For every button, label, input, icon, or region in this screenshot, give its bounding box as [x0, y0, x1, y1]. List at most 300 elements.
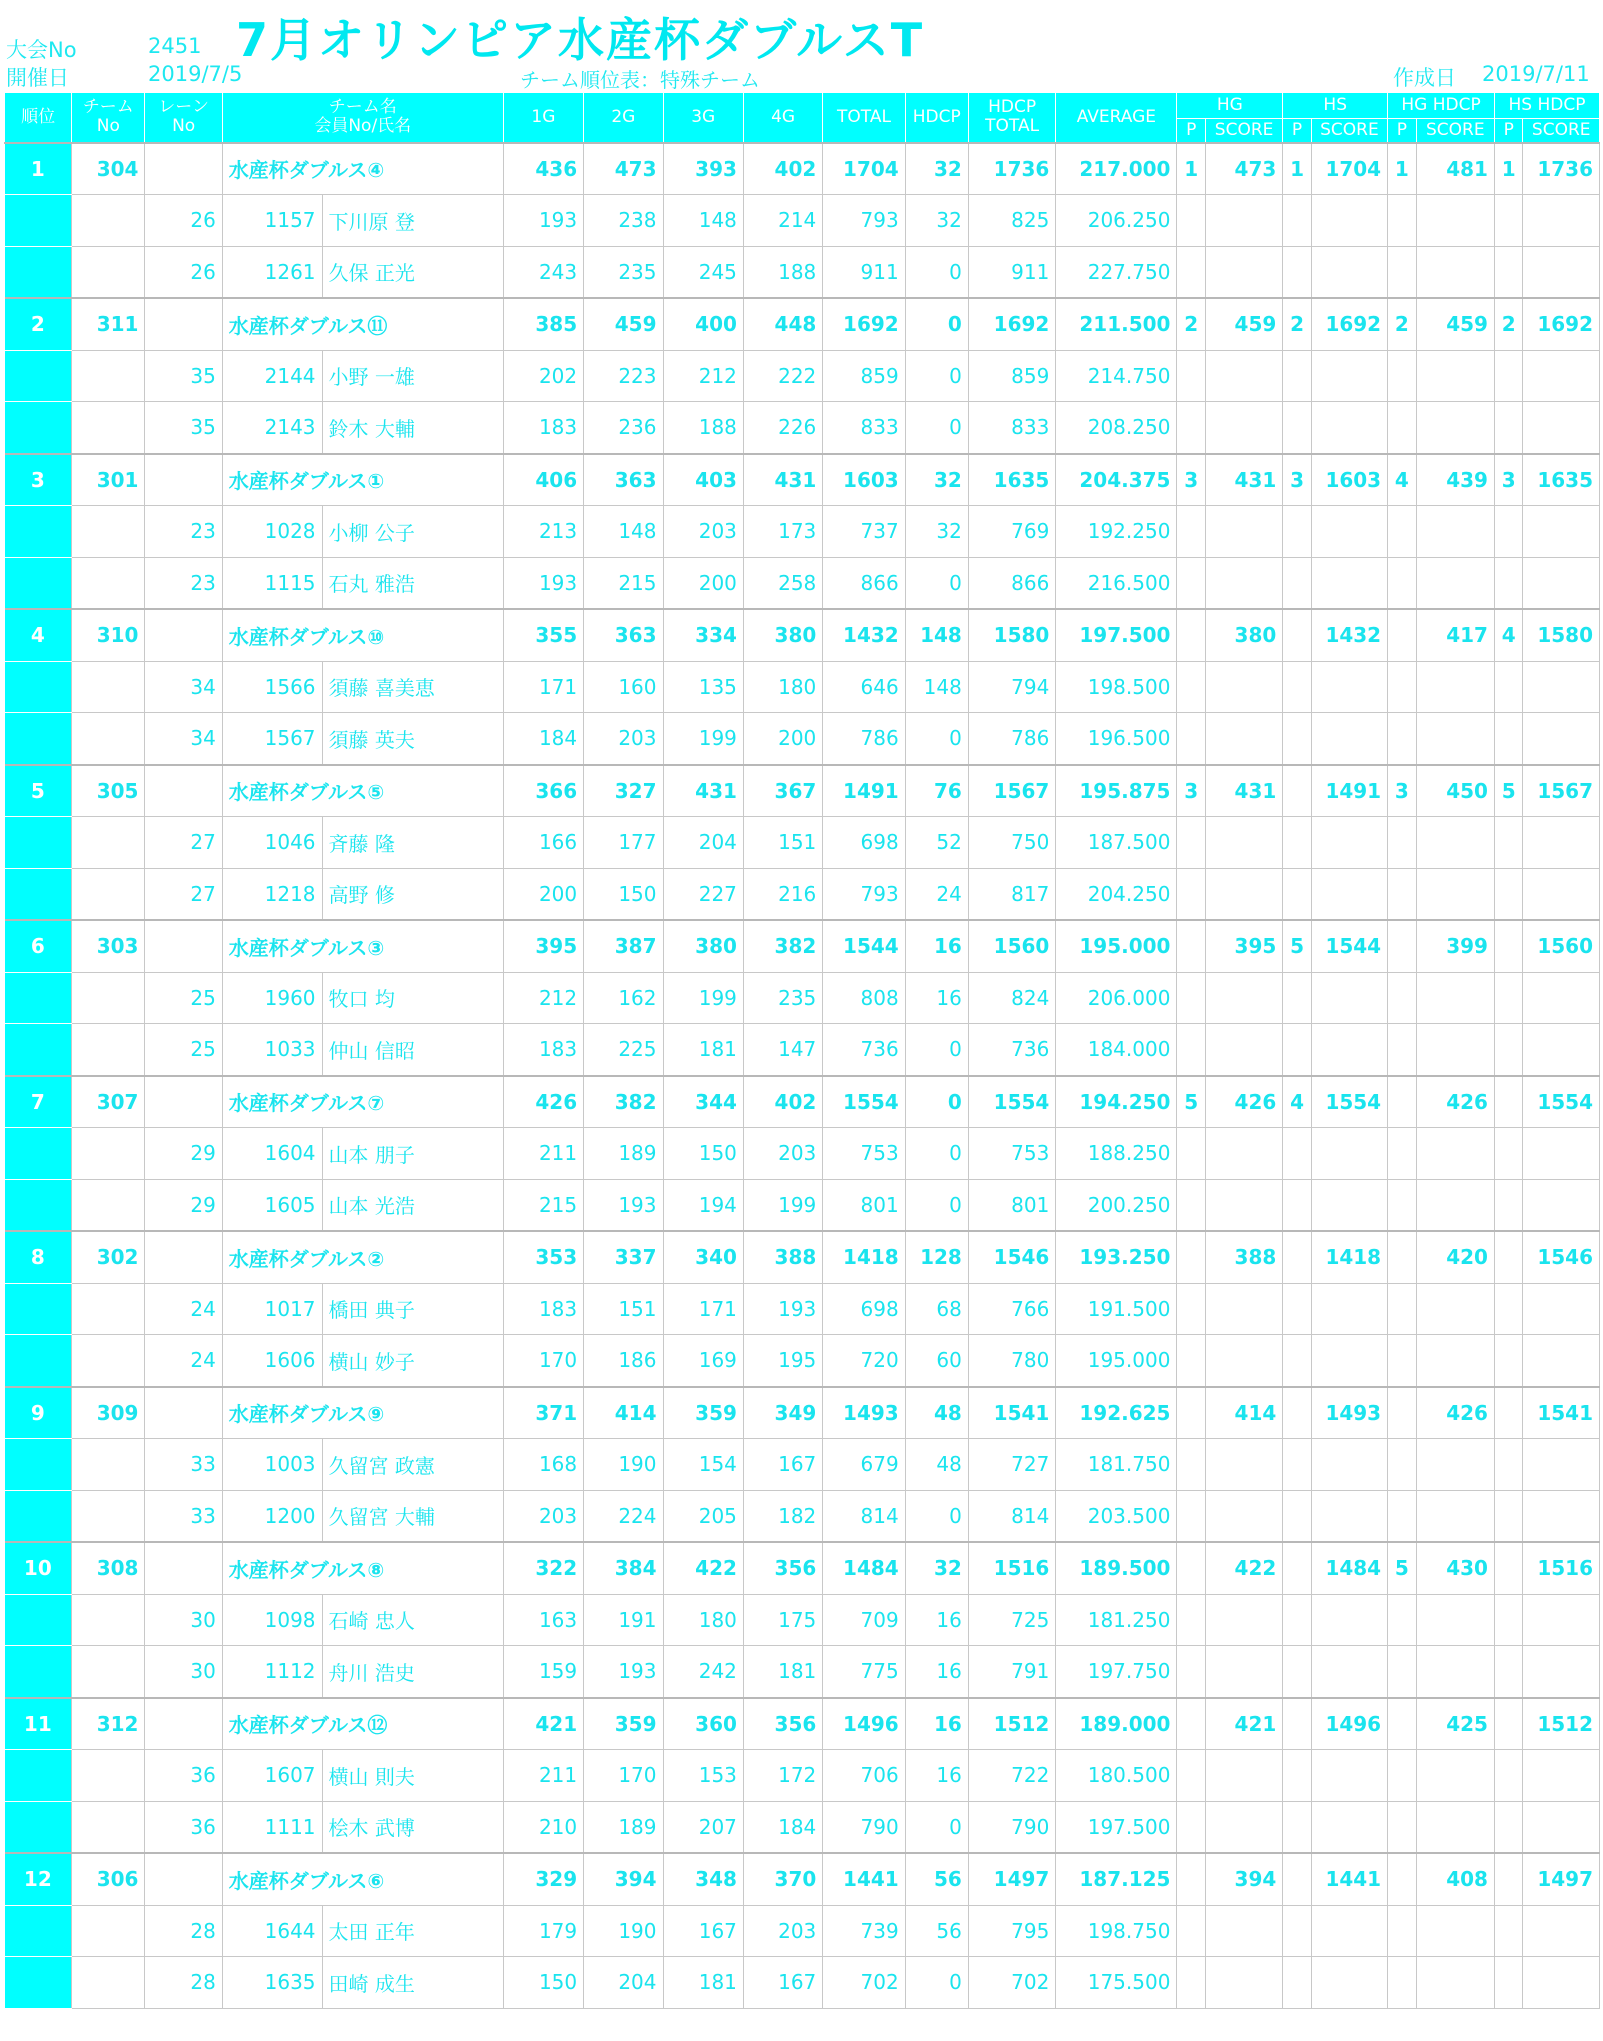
team-no: 306 — [72, 1853, 145, 1905]
team-hgh-score: 425 — [1416, 1698, 1494, 1750]
member-g3: 203 — [663, 506, 743, 558]
rank-cell-empty — [5, 1439, 72, 1491]
rank-cell-empty — [5, 402, 72, 454]
empty-cell — [1205, 972, 1282, 1024]
team-hg-p: 3 — [1177, 765, 1205, 817]
col-hgh-score: SCORE — [1416, 119, 1494, 143]
team-g2: 414 — [584, 1387, 663, 1439]
empty-cell — [1523, 1594, 1600, 1646]
member-g3: 181 — [663, 1024, 743, 1076]
lane-no-empty — [145, 298, 222, 350]
member-name: 桧木 武博 — [322, 1801, 503, 1853]
rank-cell-empty — [5, 246, 72, 298]
team-hg-score: 380 — [1205, 609, 1282, 661]
empty-cell — [1416, 1128, 1494, 1180]
empty-cell — [1494, 1024, 1522, 1076]
member-total: 859 — [823, 350, 905, 402]
member-g1: 179 — [503, 1905, 583, 1957]
team-hs-score: 1418 — [1311, 1231, 1387, 1283]
team-hdcp: 16 — [905, 920, 968, 972]
empty-cell — [1523, 661, 1600, 713]
member-hdcp: 52 — [905, 817, 968, 869]
team-hsh-p — [1494, 1853, 1522, 1905]
member-row — [5, 506, 1600, 558]
rank-cell-empty — [5, 557, 72, 609]
team-hg-score: 422 — [1205, 1542, 1282, 1594]
member-g2: 203 — [584, 713, 663, 765]
member-name: 太田 正年 — [322, 1905, 503, 1957]
member-g2: 189 — [584, 1801, 663, 1853]
empty-cell — [1205, 1283, 1282, 1335]
rank-cell-empty — [5, 1283, 72, 1335]
member-name: 仲山 信昭 — [322, 1024, 503, 1076]
team-hs-p: 1 — [1283, 143, 1311, 195]
team-g3: 348 — [663, 1853, 743, 1905]
team-row — [5, 920, 1600, 972]
lane-no: 28 — [145, 1957, 222, 2009]
team-rank: 2 — [5, 298, 72, 350]
lane-no: 30 — [145, 1646, 222, 1698]
empty-cell — [1523, 246, 1600, 298]
member-g4: 193 — [743, 1283, 822, 1335]
member-g3: 150 — [663, 1128, 743, 1180]
team-hg-score: 388 — [1205, 1231, 1282, 1283]
team-hsh-p — [1494, 1076, 1522, 1128]
team-average: 193.250 — [1056, 1231, 1177, 1283]
member-g1: 163 — [503, 1594, 583, 1646]
member-g2: 193 — [584, 1179, 663, 1231]
member-total: 801 — [823, 1179, 905, 1231]
team-hg-score: 421 — [1205, 1698, 1282, 1750]
member-g3: 154 — [663, 1439, 743, 1491]
member-g2: 190 — [584, 1439, 663, 1491]
empty-cell — [1205, 1335, 1282, 1387]
member-row — [5, 972, 1600, 1024]
team-hsh-score: 1497 — [1523, 1853, 1600, 1905]
member-no: 1111 — [222, 1801, 322, 1853]
empty-cell — [1177, 1801, 1205, 1853]
member-hdcp-total: 702 — [968, 1957, 1056, 2009]
team-no-empty — [72, 1283, 145, 1335]
member-g3: 135 — [663, 661, 743, 713]
member-row — [5, 1439, 1600, 1491]
team-hs-score: 1692 — [1311, 298, 1387, 350]
empty-cell — [1416, 1335, 1494, 1387]
member-total: 709 — [823, 1594, 905, 1646]
team-hgh-score: 399 — [1416, 920, 1494, 972]
member-total: 911 — [823, 246, 905, 298]
member-g3: 171 — [663, 1283, 743, 1335]
team-hgh-score: 408 — [1416, 1853, 1494, 1905]
team-hgh-score: 420 — [1416, 1231, 1494, 1283]
team-rank: 12 — [5, 1853, 72, 1905]
member-average: 188.250 — [1056, 1128, 1177, 1180]
team-hg-p — [1177, 1853, 1205, 1905]
member-g3: 181 — [663, 1957, 743, 2009]
empty-cell — [1177, 972, 1205, 1024]
lane-no: 23 — [145, 557, 222, 609]
member-hdcp: 148 — [905, 661, 968, 713]
member-g3: 227 — [663, 868, 743, 920]
member-g1: 202 — [503, 350, 583, 402]
team-g2: 473 — [584, 143, 663, 195]
member-g2: 225 — [584, 1024, 663, 1076]
empty-cell — [1283, 1801, 1311, 1853]
empty-cell — [1283, 1283, 1311, 1335]
empty-cell — [1177, 1439, 1205, 1491]
empty-cell — [1205, 1594, 1282, 1646]
empty-cell — [1523, 1646, 1600, 1698]
member-g1: 193 — [503, 557, 583, 609]
member-name: 鈴木 大輔 — [322, 402, 503, 454]
member-total: 720 — [823, 1335, 905, 1387]
empty-cell — [1205, 817, 1282, 869]
member-g3: 200 — [663, 557, 743, 609]
team-hs-p: 2 — [1283, 298, 1311, 350]
team-hs-p — [1283, 765, 1311, 817]
member-hdcp-total: 911 — [968, 246, 1056, 298]
member-g2: 190 — [584, 1905, 663, 1957]
team-total: 1496 — [823, 1698, 905, 1750]
member-g4: 226 — [743, 402, 822, 454]
empty-cell — [1177, 1335, 1205, 1387]
member-row — [5, 557, 1600, 609]
member-row — [5, 195, 1600, 247]
team-average: 217.000 — [1056, 143, 1177, 195]
member-hdcp-total: 824 — [968, 972, 1056, 1024]
team-average: 195.000 — [1056, 920, 1177, 972]
member-g4: 195 — [743, 1335, 822, 1387]
empty-cell — [1177, 868, 1205, 920]
team-rank: 11 — [5, 1698, 72, 1750]
member-hdcp-total: 817 — [968, 868, 1056, 920]
team-hsh-score: 1580 — [1523, 609, 1600, 661]
member-total: 739 — [823, 1905, 905, 1957]
team-hgh-score: 430 — [1416, 1542, 1494, 1594]
member-g4: 235 — [743, 972, 822, 1024]
member-total: 646 — [823, 661, 905, 713]
empty-cell — [1523, 557, 1600, 609]
empty-cell — [1283, 817, 1311, 869]
team-hdcp-total: 1580 — [968, 609, 1056, 661]
empty-cell — [1177, 350, 1205, 402]
team-hs-p — [1283, 1387, 1311, 1439]
member-g2: 215 — [584, 557, 663, 609]
lane-no-empty — [145, 143, 222, 195]
empty-cell — [1523, 402, 1600, 454]
team-hs-score: 1491 — [1311, 765, 1387, 817]
team-hsh-p — [1494, 1542, 1522, 1594]
team-g1: 355 — [503, 609, 583, 661]
team-g1: 436 — [503, 143, 583, 195]
team-name: 水産杯ダブルス⑪ — [222, 298, 503, 350]
team-no-empty — [72, 1024, 145, 1076]
team-average: 187.125 — [1056, 1853, 1177, 1905]
member-no: 1115 — [222, 557, 322, 609]
member-g4: 188 — [743, 246, 822, 298]
empty-cell — [1205, 246, 1282, 298]
team-total: 1491 — [823, 765, 905, 817]
empty-cell — [1177, 1905, 1205, 1957]
member-hdcp-total: 859 — [968, 350, 1056, 402]
col-hs: HS — [1283, 93, 1388, 119]
member-name: 橋田 典子 — [322, 1283, 503, 1335]
empty-cell — [1205, 506, 1282, 558]
team-hs-p: 3 — [1283, 454, 1311, 506]
col-lane-no — [145, 93, 222, 143]
member-total: 814 — [823, 1490, 905, 1542]
rank-cell-empty — [5, 1128, 72, 1180]
member-g1: 200 — [503, 868, 583, 920]
member-average: 181.750 — [1056, 1439, 1177, 1491]
empty-cell — [1283, 1024, 1311, 1076]
member-average: 195.000 — [1056, 1335, 1177, 1387]
empty-cell — [1311, 1024, 1387, 1076]
team-g4: 448 — [743, 298, 822, 350]
team-no-empty — [72, 713, 145, 765]
member-no: 2144 — [222, 350, 322, 402]
empty-cell — [1177, 1750, 1205, 1802]
created-label: 作成日 — [1393, 66, 1456, 90]
col-hs-p: P — [1283, 119, 1311, 143]
team-hg-p — [1177, 1231, 1205, 1283]
report-header — [0, 0, 1603, 92]
team-name: 水産杯ダブルス⑦ — [222, 1076, 503, 1128]
empty-cell — [1177, 1128, 1205, 1180]
col-hdcp-total — [968, 93, 1056, 143]
team-g1: 406 — [503, 454, 583, 506]
team-g4: 370 — [743, 1853, 822, 1905]
team-row — [5, 1387, 1600, 1439]
team-hdcp: 32 — [905, 454, 968, 506]
lane-no: 35 — [145, 402, 222, 454]
lane-no: 29 — [145, 1128, 222, 1180]
team-g1: 371 — [503, 1387, 583, 1439]
empty-cell — [1283, 557, 1311, 609]
member-name: 横山 妙子 — [322, 1335, 503, 1387]
member-g2: 193 — [584, 1646, 663, 1698]
member-no: 1566 — [222, 661, 322, 713]
member-average: 214.750 — [1056, 350, 1177, 402]
team-hdcp: 32 — [905, 143, 968, 195]
member-g3: 205 — [663, 1490, 743, 1542]
member-g4: 175 — [743, 1594, 822, 1646]
empty-cell — [1523, 1490, 1600, 1542]
rank-cell-empty — [5, 1594, 72, 1646]
member-average: 180.500 — [1056, 1750, 1177, 1802]
lane-no: 29 — [145, 1179, 222, 1231]
empty-cell — [1205, 1128, 1282, 1180]
empty-cell — [1283, 506, 1311, 558]
team-name: 水産杯ダブルス⑤ — [222, 765, 503, 817]
member-name: 久留宮 政憲 — [322, 1439, 503, 1491]
empty-cell — [1416, 350, 1494, 402]
empty-cell — [1205, 1024, 1282, 1076]
team-rank: 7 — [5, 1076, 72, 1128]
member-name: 須藤 喜美恵 — [322, 661, 503, 713]
empty-cell — [1416, 868, 1494, 920]
team-no-empty — [72, 1750, 145, 1802]
team-no-empty — [72, 350, 145, 402]
member-g2: 235 — [584, 246, 663, 298]
empty-cell — [1523, 1024, 1600, 1076]
member-g3: 153 — [663, 1750, 743, 1802]
empty-cell — [1523, 1801, 1600, 1853]
member-hdcp: 0 — [905, 1490, 968, 1542]
member-g2: 223 — [584, 350, 663, 402]
team-hg-p — [1177, 1698, 1205, 1750]
empty-cell — [1177, 1646, 1205, 1698]
member-average: 206.000 — [1056, 972, 1177, 1024]
team-total: 1603 — [823, 454, 905, 506]
team-hsh-score: 1516 — [1523, 1542, 1600, 1594]
team-g1: 329 — [503, 1853, 583, 1905]
empty-cell — [1311, 195, 1387, 247]
member-no: 1604 — [222, 1128, 322, 1180]
team-total: 1418 — [823, 1231, 905, 1283]
team-g2: 382 — [584, 1076, 663, 1128]
team-g4: 356 — [743, 1698, 822, 1750]
lane-no: 26 — [145, 195, 222, 247]
member-g1: 203 — [503, 1490, 583, 1542]
empty-cell — [1388, 402, 1416, 454]
member-row — [5, 868, 1600, 920]
col-hg-hdcp: HG HDCP — [1388, 93, 1495, 119]
team-g1: 366 — [503, 765, 583, 817]
member-row — [5, 1490, 1600, 1542]
empty-cell — [1177, 1024, 1205, 1076]
team-row — [5, 609, 1600, 661]
table-caption: チーム順位表：特殊チーム — [520, 68, 760, 92]
member-hdcp-total: 725 — [968, 1594, 1056, 1646]
empty-cell — [1494, 557, 1522, 609]
table-header — [5, 93, 1600, 143]
empty-cell — [1311, 1179, 1387, 1231]
member-g2: 189 — [584, 1128, 663, 1180]
empty-cell — [1388, 1283, 1416, 1335]
empty-cell — [1177, 246, 1205, 298]
lane-no-empty — [145, 765, 222, 817]
team-no-empty — [72, 1646, 145, 1698]
member-total: 702 — [823, 1957, 905, 2009]
team-hs-score: 1484 — [1311, 1542, 1387, 1594]
member-g2: 204 — [584, 1957, 663, 2009]
team-row — [5, 298, 1600, 350]
team-hsh-score: 1736 — [1523, 143, 1600, 195]
empty-cell — [1494, 713, 1522, 765]
empty-cell — [1416, 246, 1494, 298]
team-hsh-score: 1692 — [1523, 298, 1600, 350]
lane-no-empty — [145, 1542, 222, 1594]
rank-cell-empty — [5, 506, 72, 558]
empty-cell — [1388, 868, 1416, 920]
tournament-no-label: 大会No — [6, 38, 77, 62]
member-no: 1644 — [222, 1905, 322, 1957]
col-hs-score: SCORE — [1311, 119, 1387, 143]
empty-cell — [1205, 350, 1282, 402]
member-average: 196.500 — [1056, 713, 1177, 765]
team-g1: 395 — [503, 920, 583, 972]
team-g4: 388 — [743, 1231, 822, 1283]
team-hs-p — [1283, 1698, 1311, 1750]
member-g4: 167 — [743, 1439, 822, 1491]
team-row — [5, 765, 1600, 817]
team-no-empty — [72, 1490, 145, 1542]
lane-no-empty — [145, 1698, 222, 1750]
team-hg-p — [1177, 920, 1205, 972]
member-row — [5, 1594, 1600, 1646]
empty-cell — [1177, 1179, 1205, 1231]
team-no: 309 — [72, 1387, 145, 1439]
member-g1: 183 — [503, 402, 583, 454]
team-name: 水産杯ダブルス⑧ — [222, 1542, 503, 1594]
empty-cell — [1416, 402, 1494, 454]
empty-cell — [1416, 1439, 1494, 1491]
member-g4: 181 — [743, 1646, 822, 1698]
empty-cell — [1494, 1439, 1522, 1491]
col-team-no-line1: チーム — [82, 97, 134, 118]
lane-no: 28 — [145, 1905, 222, 1957]
team-hdcp: 32 — [905, 1542, 968, 1594]
team-no-empty — [72, 195, 145, 247]
empty-cell — [1388, 350, 1416, 402]
empty-cell — [1388, 1335, 1416, 1387]
created-date: 2019/7/11 — [1482, 62, 1590, 86]
team-hs-p — [1283, 1853, 1311, 1905]
member-total: 786 — [823, 713, 905, 765]
member-hdcp: 16 — [905, 1594, 968, 1646]
team-hsh-score: 1560 — [1523, 920, 1600, 972]
member-hdcp: 0 — [905, 557, 968, 609]
col-hg: HG — [1177, 93, 1283, 119]
empty-cell — [1283, 1905, 1311, 1957]
team-name: 水産杯ダブルス⑫ — [222, 1698, 503, 1750]
member-g3: 199 — [663, 972, 743, 1024]
empty-cell — [1416, 713, 1494, 765]
col-hdcp: HDCP — [905, 93, 968, 143]
member-row — [5, 1957, 1600, 2009]
member-row — [5, 1024, 1600, 1076]
team-hsh-score: 1635 — [1523, 454, 1600, 506]
team-g1: 322 — [503, 1542, 583, 1594]
team-hgh-p: 3 — [1388, 765, 1416, 817]
member-average: 197.750 — [1056, 1646, 1177, 1698]
member-g1: 150 — [503, 1957, 583, 2009]
col-hsh-score: SCORE — [1523, 119, 1600, 143]
empty-cell — [1388, 246, 1416, 298]
team-hg-p — [1177, 609, 1205, 661]
col-team-no — [72, 93, 145, 143]
member-average: 187.500 — [1056, 817, 1177, 869]
team-hgh-score: 481 — [1416, 143, 1494, 195]
team-hsh-p — [1494, 1387, 1522, 1439]
member-g4: 151 — [743, 817, 822, 869]
empty-cell — [1416, 557, 1494, 609]
member-average: 184.000 — [1056, 1024, 1177, 1076]
empty-cell — [1388, 506, 1416, 558]
team-rank: 4 — [5, 609, 72, 661]
empty-cell — [1205, 1179, 1282, 1231]
member-hdcp: 0 — [905, 1957, 968, 2009]
team-g3: 340 — [663, 1231, 743, 1283]
member-hdcp-total: 753 — [968, 1128, 1056, 1180]
member-g1: 211 — [503, 1750, 583, 1802]
member-total: 698 — [823, 817, 905, 869]
team-ranking-table — [4, 92, 1600, 2009]
team-hs-p: 4 — [1283, 1076, 1311, 1128]
team-hg-score: 426 — [1205, 1076, 1282, 1128]
team-average: 192.625 — [1056, 1387, 1177, 1439]
